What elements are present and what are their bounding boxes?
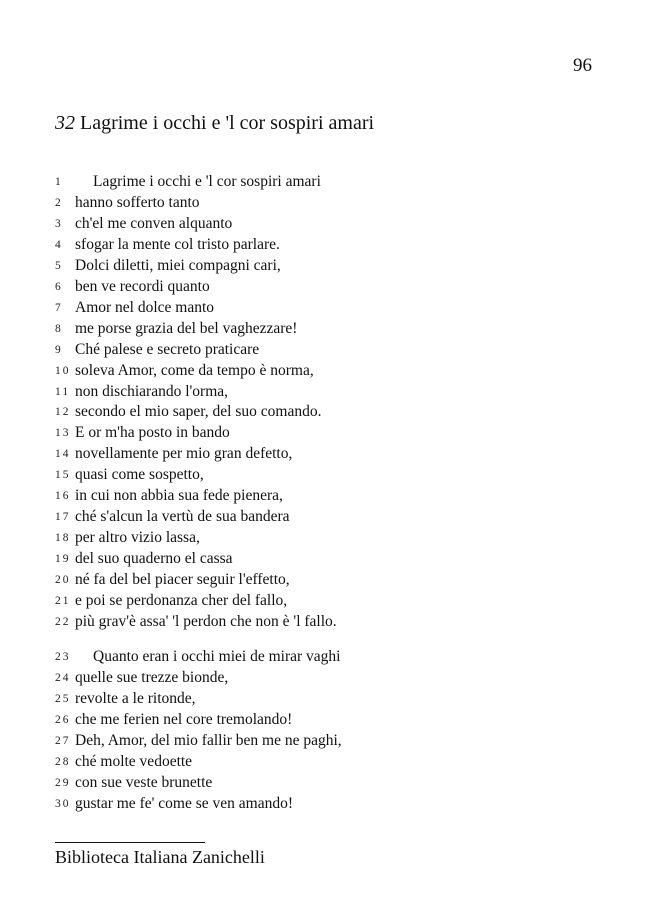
- line-number: 12: [55, 406, 71, 419]
- line-number: 3: [55, 217, 63, 230]
- line-number: 23: [55, 650, 71, 663]
- verse-text: secondo el mio saper, del suo comando.: [75, 403, 322, 421]
- line-number: 11: [55, 385, 71, 398]
- verse-text: e poi se perdonanza cher del fallo,: [75, 592, 288, 609]
- poem-title-text: Lagrime i occhi e 'l cor sospiri amari: [80, 112, 375, 134]
- verse-text: del suo quaderno el cassa: [75, 550, 233, 568]
- verse-text: ché s'alcun la vertù de sua bandera: [75, 508, 290, 526]
- poem-title: [55, 111, 374, 135]
- verse-text: ben ve recordi quanto: [75, 277, 210, 295]
- line-number: 10: [55, 364, 71, 377]
- line-number: 28: [55, 755, 71, 768]
- verse-text: ché molte vedoette: [75, 752, 193, 770]
- verse-text: con sue veste brunette: [75, 773, 213, 791]
- verse-text: quelle sue trezze bionde,: [75, 668, 229, 686]
- line-number: 4: [55, 238, 63, 251]
- line-number: 16: [55, 490, 71, 503]
- poem-number: 32: [55, 112, 75, 134]
- line-number: 5: [55, 259, 63, 272]
- verse-text: Dolci diletti, miei compagni cari,: [75, 256, 281, 274]
- line-number: 22: [55, 616, 71, 628]
- verse-text: in cui non abbia sua fede pienera,: [75, 487, 283, 505]
- line-number: 21: [55, 595, 71, 607]
- line-number: 1: [55, 176, 63, 188]
- verse-text: me porse grazia del bel vaghezzare!: [75, 319, 298, 337]
- line-number: 29: [55, 776, 71, 789]
- verse-text: quasi come sospetto,: [75, 466, 204, 484]
- verse-text: Amor nel dolce manto: [75, 298, 215, 316]
- line-number: 24: [55, 671, 71, 684]
- line-number: 25: [55, 692, 71, 705]
- verse-text: hanno sofferto tanto: [75, 193, 200, 211]
- line-number: 20: [55, 574, 71, 586]
- line-number: 9: [55, 343, 63, 356]
- line-number: 17: [55, 511, 71, 524]
- line-number: 30: [55, 797, 71, 810]
- line-number: 13: [55, 427, 71, 440]
- verse-text: revolte a le ritonde,: [75, 689, 196, 707]
- verse-text: soleva Amor, come da tempo è norma,: [75, 361, 314, 379]
- verse-text: che me ferien nel core tremolando!: [75, 710, 293, 728]
- verse-text: per altro vizio lassa,: [75, 529, 200, 547]
- footer-text: Biblioteca Italiana Zanichelli: [55, 847, 265, 867]
- page-number: 96: [573, 55, 592, 76]
- verse-text: Ché palese e secreto praticare: [75, 340, 260, 358]
- verse-text: né fa del bel piacer seguir l'effetto,: [75, 571, 290, 588]
- line-number: 14: [55, 448, 71, 461]
- verse-text: Deh, Amor, del mio fallir ben me ne paghi,: [75, 731, 342, 749]
- verse-text: Quanto eran i occhi miei de mirar vaghi: [93, 647, 341, 665]
- line-number: 19: [55, 553, 71, 566]
- footer-rule: [55, 842, 205, 843]
- verse-text: gustar me fe' come se ven amando!: [75, 794, 293, 812]
- verse-text: più grav'è assa' 'l perdon che non è 'l fallo.: [75, 613, 337, 630]
- line-number: 18: [55, 532, 71, 545]
- line-number: 8: [55, 322, 63, 335]
- line-number: 6: [55, 280, 63, 293]
- line-number: 15: [55, 469, 71, 482]
- verse-text: E or m'ha posto in bando: [75, 424, 230, 442]
- verse-text: sfogar la mente col tristo parlare.: [75, 235, 280, 253]
- line-number: 2: [55, 196, 63, 209]
- verse-text: ch'el me conven alquanto: [75, 214, 233, 232]
- line-number: 7: [55, 301, 63, 314]
- line-number: 26: [55, 713, 71, 726]
- verse-text: novellamente per mio gran defetto,: [75, 445, 293, 463]
- verse-text: Lagrime i occhi e 'l cor sospiri amari: [93, 173, 321, 190]
- line-number: 27: [55, 734, 71, 747]
- verse-text: non dischiarando l'orma,: [75, 382, 229, 400]
